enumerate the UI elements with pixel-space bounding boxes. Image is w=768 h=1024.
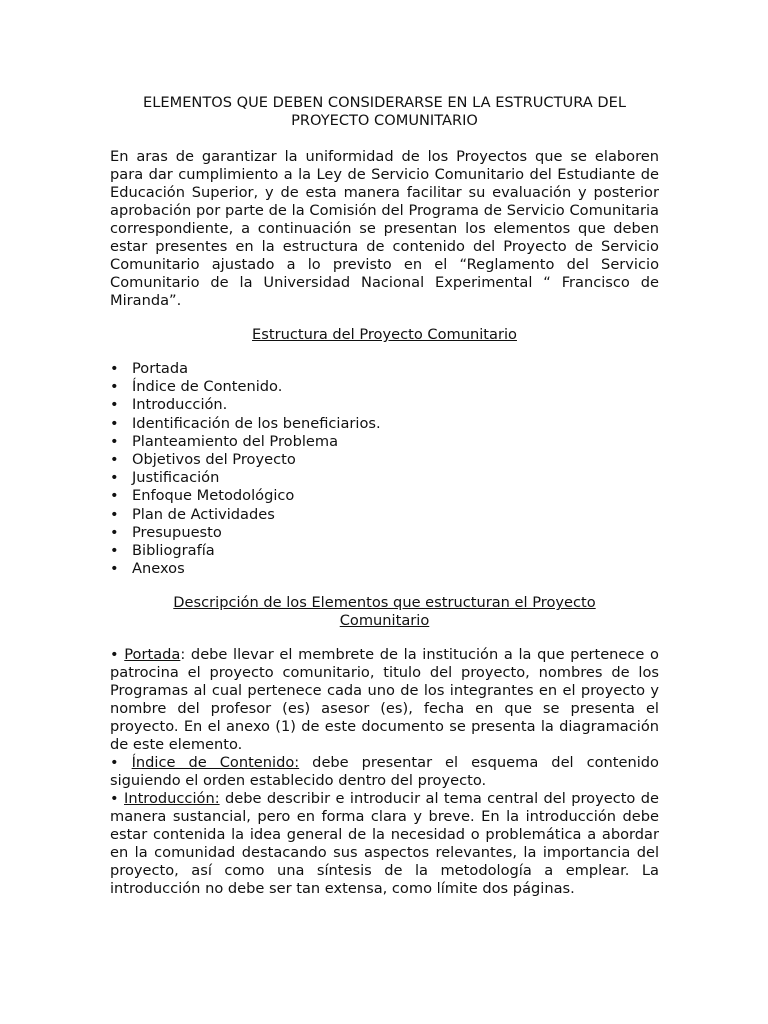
description-heading-line-2: Comunitario (339, 612, 430, 630)
list-item-label: Justificación (132, 469, 220, 487)
description-heading-line-1: Descripción de los Elementos que estructuran el Proyecto (173, 594, 596, 612)
list-item (110, 506, 659, 524)
description-indice (110, 754, 659, 790)
description-term: Índice de Contenido: (131, 754, 300, 772)
description-text: : debe llevar el membrete de la institución a la que pertenece o patrocina el proyecto comunitario, titulo del proyecto, nombres de los Programas al cual pertenece cada uno de los integrantes en el proyecto y nombre del profesor (es) asesor (es), fecha en que se presenta el proyecto. En el anexo (1) de este documento se presenta la diagramación de este elemento. (110, 646, 659, 754)
bullet-icon: • (110, 646, 119, 664)
list-item-label: Presupuesto (132, 523, 222, 541)
list-item (110, 396, 659, 414)
list-item-label: Planteamiento del Problema (132, 432, 339, 450)
bullet-icon: • (110, 469, 119, 487)
list-item (110, 524, 659, 542)
bullet-icon: • (110, 754, 119, 772)
description-introduccion (110, 790, 659, 898)
description-heading (110, 594, 659, 630)
description-portada (110, 646, 659, 754)
document-page (110, 94, 659, 898)
list-item-label: Índice de Contenido. (132, 378, 283, 396)
bullet-icon: • (110, 487, 119, 505)
list-item-label: Identificación de los beneficiarios. (132, 414, 381, 432)
list-item (110, 360, 659, 378)
bullet-icon: • (110, 560, 119, 578)
bullet-icon: • (110, 378, 119, 396)
document-title-line-2: PROYECTO COMUNITARIO (291, 112, 478, 129)
list-item-label: Objetivos del Proyecto (132, 451, 296, 469)
description-term: Introducción: (124, 790, 220, 808)
description-text: debe describir e introducir al tema central del proyecto de manera sustancial, pero en forma clara y breve. En la introducción debe estar contenida la idea general de la necesidad o problemática a abordar en la comunidad destacando sus aspectos relevantes, la importancia del proyecto, así como una síntesis de la metodología a emplear. La introducción no debe ser tan extensa, como límite dos páginas. (110, 790, 659, 898)
bullet-icon: • (110, 542, 119, 560)
bullet-icon: • (110, 396, 119, 414)
description-term: Portada (124, 646, 181, 664)
list-item-label: Bibliografía (132, 542, 215, 560)
list-item (110, 560, 659, 578)
intro-paragraph: En aras de garantizar la uniformidad de los Proyectos que se elaboren para dar cumplimiento a la Ley de Servicio Comunitario del Estudiante de Educación Superior, y de esta manera facilitar su evaluación y posterior aprobación por parte de la Comisión del Programa de Servicio Comunitaria correspondiente, a continuación se presentan los elementos que deben estar presentes en la estructura de contenido del Proyecto de Servicio Comunitario ajustado a lo previsto en el “Reglamento del Servicio Comunitario de la Universidad Nacional Experimental “ Francisco de Miranda”. (110, 148, 659, 309)
structure-heading (110, 326, 659, 344)
list-item (110, 433, 659, 451)
list-item (110, 469, 659, 487)
bullet-icon: • (110, 414, 119, 432)
document-title (110, 94, 659, 130)
list-item (110, 415, 659, 433)
list-item (110, 487, 659, 505)
bullet-icon: • (110, 432, 119, 450)
list-item (110, 378, 659, 396)
list-item-label: Portada (132, 360, 189, 377)
list-item (110, 542, 659, 560)
description-text: debe presentar el esquema del contenido siguiendo el orden establecido dentro del proyecto. (110, 754, 659, 790)
bullet-icon: • (110, 505, 119, 523)
bullet-icon: • (110, 451, 119, 469)
structure-list (110, 360, 659, 578)
bullet-icon: • (110, 360, 119, 377)
list-item-label: Enfoque Metodológico (132, 487, 295, 505)
list-item-label: Anexos (132, 560, 185, 578)
document-title-line-1: ELEMENTOS QUE DEBEN CONSIDERARSE EN LA ESTRUCTURA DEL (143, 94, 626, 111)
list-item-label: Plan de Actividades (132, 505, 275, 523)
structure-heading-text: Estructura del Proyecto Comunitario (252, 326, 517, 343)
bullet-icon: • (110, 523, 119, 541)
list-item-label: Introducción. (132, 396, 228, 414)
bullet-icon: • (110, 790, 119, 808)
list-item (110, 451, 659, 469)
